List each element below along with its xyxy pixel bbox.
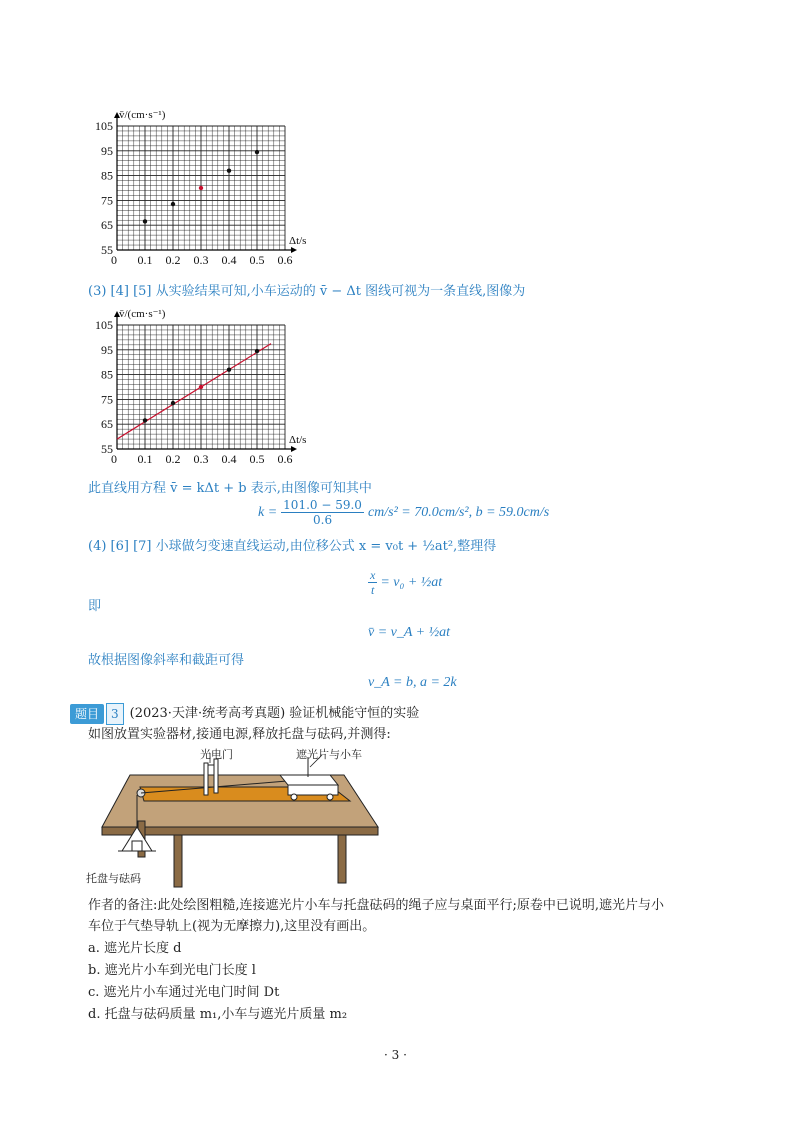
graph-velocity-time-points bbox=[80, 108, 310, 270]
question-number: 3 bbox=[106, 703, 124, 725]
item-a: a. 遮光片长度 d bbox=[88, 941, 182, 956]
x-over-t bbox=[368, 568, 377, 597]
eq1-num: x bbox=[370, 568, 376, 582]
x-axis-label: Δt/s bbox=[289, 434, 307, 446]
data-point bbox=[199, 385, 203, 389]
x-axis-label: Δt/s bbox=[289, 235, 307, 247]
label-light-gate: 光电门 bbox=[200, 748, 233, 761]
y-tick-label: 75 bbox=[101, 193, 113, 208]
part4-intro: (4) [6] [7] 小球做匀变速直线运动,由位移公式 x = v₀t + ½at²,整理得 bbox=[88, 539, 497, 554]
x-tick-label: 0 bbox=[111, 452, 117, 466]
data-point bbox=[227, 168, 231, 172]
k-rest: cm/s² = 70.0cm/s², b = 59.0cm/s bbox=[367, 504, 550, 520]
equation-3: v_A = b, a = 2k bbox=[368, 675, 457, 690]
y-tick-label: 95 bbox=[101, 342, 113, 357]
equation-2: v̄ = v_A + ½at bbox=[368, 625, 451, 640]
y-tick-label: 55 bbox=[101, 442, 113, 456]
label-tray: 托盘与砝码 bbox=[86, 872, 141, 885]
label-cart: 遮光片与小车 bbox=[296, 748, 362, 761]
question-header bbox=[70, 703, 419, 725]
x-tick-label: 0.2 bbox=[165, 253, 181, 267]
y-tick-label: 105 bbox=[95, 119, 113, 133]
k-fraction bbox=[281, 498, 364, 527]
data-point bbox=[227, 367, 231, 371]
apparatus-illustration bbox=[82, 745, 382, 890]
y-tick-label: 85 bbox=[101, 367, 113, 382]
graph-velocity-time-fit bbox=[80, 307, 310, 469]
y-tick-label: 55 bbox=[101, 243, 113, 257]
part3-intro: (3) [4] [5] 从实验结果可知,小车运动的 v̄ − Δt 图线可视为一条直线,图像为 bbox=[88, 284, 526, 299]
y-tick-label: 65 bbox=[101, 417, 113, 432]
y-tick-label: 105 bbox=[95, 318, 113, 332]
x-tick-label: 0.1 bbox=[137, 253, 153, 267]
x-tick-label: 0.5 bbox=[249, 452, 265, 466]
k-prefix: k = bbox=[258, 504, 278, 520]
k-numerator: 101.0 − 59.0 bbox=[283, 498, 362, 512]
x-tick-label: 0.3 bbox=[193, 452, 209, 466]
data-point bbox=[255, 349, 259, 353]
y-tick-label: 85 bbox=[101, 168, 113, 183]
data-point bbox=[171, 401, 175, 405]
x-tick-label: 0 bbox=[111, 253, 117, 267]
equation-1 bbox=[368, 568, 442, 597]
eq1-den: t bbox=[370, 583, 375, 597]
y-tick-label: 95 bbox=[101, 143, 113, 158]
author-note-line1: 作者的备注:此处绘图粗糙,连接遮光片小车与托盘砝码的绳子应与桌面平行;原卷中已说明,遮光片与小 bbox=[88, 898, 665, 913]
x-tick-label: 0.6 bbox=[277, 253, 293, 267]
x-tick-label: 0.1 bbox=[137, 452, 153, 466]
question-source: (2023·天津·统考高考真题) 验证机械能守恒的实验 bbox=[129, 706, 420, 721]
ji-text: 即 bbox=[88, 599, 102, 614]
y-tick-label: 75 bbox=[101, 392, 113, 407]
fit-line bbox=[117, 344, 271, 439]
author-note-line2: 车位于气垫导轨上(视为无摩擦力),这里没有画出。 bbox=[88, 919, 376, 934]
x-tick-label: 0.3 bbox=[193, 253, 209, 267]
k-expression bbox=[258, 498, 549, 527]
line-equation-text: 此直线用方程 v̄ = kΔt + b 表示,由图像可知其中 bbox=[88, 481, 372, 496]
data-point bbox=[143, 219, 147, 223]
data-point bbox=[143, 418, 147, 422]
eq1-rhs: = v₀ + ½at bbox=[380, 574, 443, 590]
item-b: b. 遮光片小车到光电门长度 l bbox=[88, 963, 256, 978]
conclusion-text: 故根据图像斜率和截距可得 bbox=[88, 653, 245, 668]
data-point bbox=[255, 150, 259, 154]
data-point bbox=[199, 186, 203, 190]
item-c: c. 遮光片小车通过光电门时间 Dt bbox=[88, 985, 280, 1000]
y-axis-label: v̄/(cm·s⁻¹) bbox=[119, 109, 166, 121]
y-tick-label: 65 bbox=[101, 218, 113, 233]
x-tick-label: 0.4 bbox=[221, 253, 237, 267]
x-tick-label: 0.5 bbox=[249, 253, 265, 267]
question-badge: 题目 bbox=[70, 704, 104, 724]
data-point bbox=[171, 202, 175, 206]
x-tick-label: 0.6 bbox=[277, 452, 293, 466]
x-tick-label: 0.2 bbox=[165, 452, 181, 466]
question-intro: 如图放置实验器材,接通电源,释放托盘与砝码,并测得: bbox=[88, 727, 391, 742]
page-number: · 3 · bbox=[384, 1048, 407, 1062]
x-tick-label: 0.4 bbox=[221, 452, 237, 466]
k-denominator: 0.6 bbox=[313, 513, 333, 527]
y-axis-label: v̄/(cm·s⁻¹) bbox=[119, 308, 166, 320]
item-d: d. 托盘与砝码质量 m₁,小车与遮光片质量 m₂ bbox=[88, 1007, 348, 1022]
